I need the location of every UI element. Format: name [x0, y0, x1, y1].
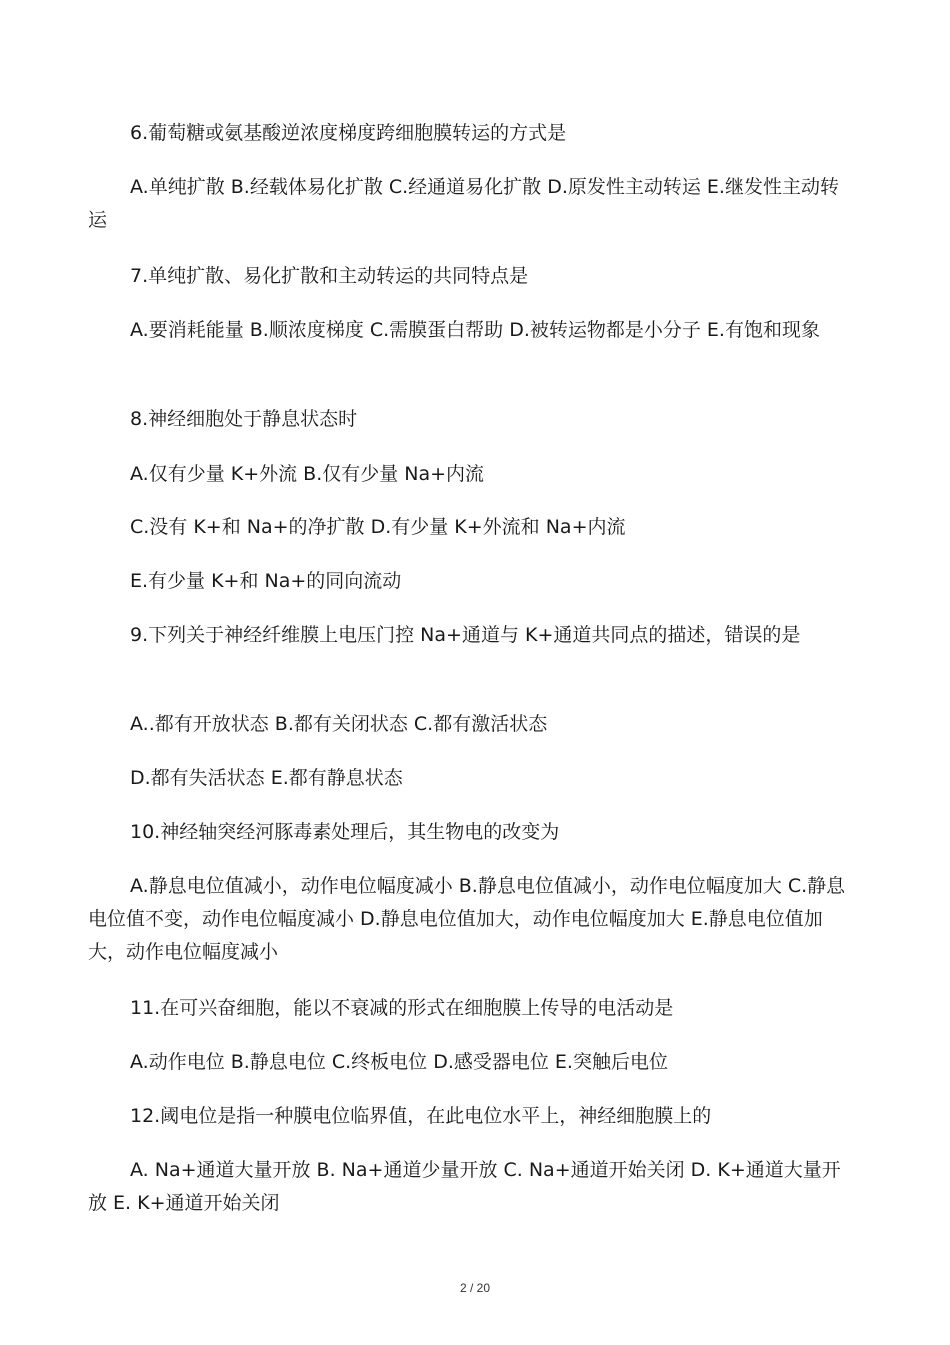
question-10-options: A.静息电位值减小，动作电位幅度减小 B.静息电位值减小，动作电位幅度加大 C.静息电位值不变，动作电位幅度减小 D.静息电位值加大，动作电位幅度加大 E.静息电位值加大，动作电位幅度减小: [88, 875, 846, 963]
question-6-options: A.单纯扩散 B.经载体易化扩散 C.经通道易化扩散 D.原发性主动转运 E.继发性主动转运: [88, 176, 839, 231]
question-10-stem: 10.神经轴突经河豚毒素处理后，其生物电的改变为: [130, 821, 560, 843]
question-9-options-d-e: D.都有失活状态 E.都有静息状态: [130, 767, 403, 789]
question-6-stem: 6.葡萄糖或氨基酸逆浓度梯度跨细胞膜转运的方式是: [130, 122, 567, 144]
question-8-options-a-b: A.仅有少量 K+外流 B.仅有少量 Na+内流: [130, 463, 485, 485]
question-7-stem: 7.单纯扩散、易化扩散和主动转运的共同特点是: [130, 265, 529, 287]
question-8-stem: 8.神经细胞处于静息状态时: [130, 408, 358, 430]
question-7-options: A.要消耗能量 B.顺浓度梯度 C.需膜蛋白帮助 D.被转运物都是小分子 E.有饱和现象: [130, 319, 820, 341]
page-indicator: 2 / 20: [459, 1281, 491, 1295]
question-9-options-a-c: A..都有开放状态 B.都有关闭状态 C.都有激活状态: [130, 713, 548, 735]
question-9-stem: 9.下列关于神经纤维膜上电压门控 Na+通道与 K+通道共同点的描述，错误的是: [130, 624, 801, 646]
question-8-option-e: E.有少量 K+和 Na+的同向流动: [130, 570, 402, 592]
question-12-stem: 12.阈电位是指一种膜电位临界值，在此电位水平上，神经细胞膜上的: [130, 1105, 712, 1127]
question-8-options-c-d: C.没有 K+和 Na+的净扩散 D.有少量 K+外流和 Na+内流: [130, 516, 626, 538]
question-11-options: A.动作电位 B.静息电位 C.终板电位 D.感受器电位 E.突触后电位: [130, 1051, 668, 1073]
question-12-options: A. Na+通道大量开放 B. Na+通道少量开放 C. Na+通道开始关闭 D. K+通道大量开放 E. K+通道开始关闭: [88, 1159, 841, 1214]
question-11-stem: 11.在可兴奋细胞，能以不衰减的形式在细胞膜上传导的电活动是: [130, 997, 674, 1019]
